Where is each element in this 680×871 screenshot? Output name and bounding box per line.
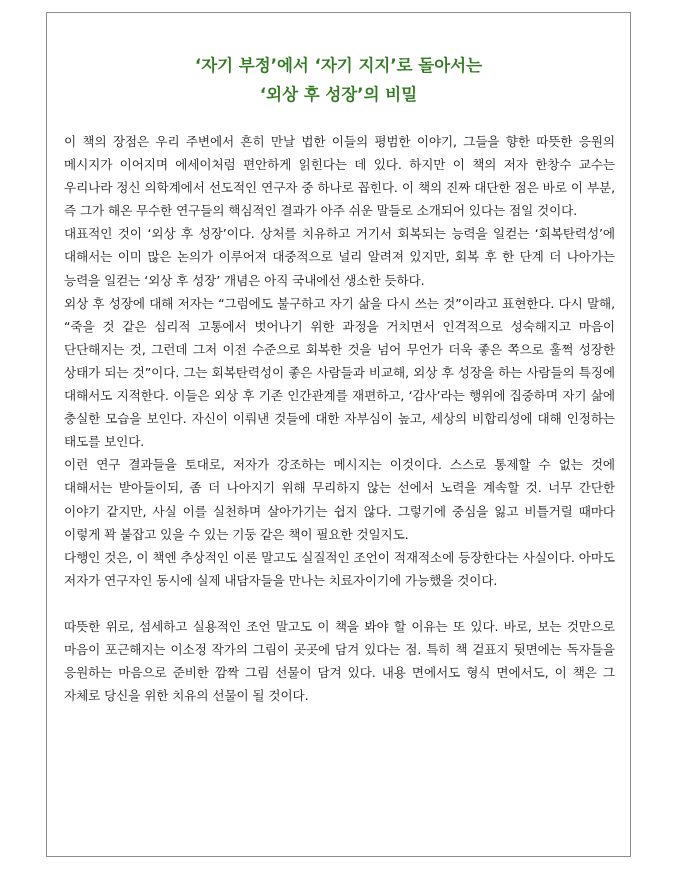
- paragraph-4: 이런 연구 결과들을 토대로, 저자가 강조하는 메시지는 이것이다. 스스로 통제할 수 없는 것에 대해서는 받아들이되, 좀 더 나아지기 위해 무리하지 않는 선에서 노력을 계속할 것. 너무 간단한 이야기 같지만, 사실 이를 실천하며 살아가기는 쉽지 않다. 그렇기에 중심을 잃고 비틀거릴 때마다 이렇게 꽉 붙잡고 있을 수 있는 기둥 같은 책이 필요한 것일지도.: [64, 457, 615, 542]
- page-frame: [46, 12, 631, 857]
- paragraph-6: 따뜻한 위로, 섬세하고 실용적인 조언 말고도 이 책을 봐야 할 이유는 또 있다. 바로, 보는 것만으로 마음이 포근해지는 이소정 작가의 그림이 곳곳에 담겨 있다는 점. 특히 책 겉표지 뒷면에는 독자들을 응원하는 마음으로 준비한 깜짝 그림 선물이 담겨 있다. 내용 면에서도 형식 면에서도, 이 책은 그 자체로 당신을 위한 치유의 선물이 될 것이다.: [64, 618, 615, 704]
- paragraph-3: 외상 후 성장에 대해 저자는 “그럼에도 불구하고 자기 삶을 다시 쓰는 것”이라고 표현한다. 다시 말해, “죽을 것 같은 심리적 고통에서 벗어나기 위한 과정을 거치면서 인격적으로 성숙해지고 마음이 단단해지는 것, 그런데 그저 이전 수준으로 회복한 것을 넘어 무언가 더욱 좋은 쪽으로 훌쩍 성장한 상태가 되는 것”이다. 그는 회복탄력성이 좋은 사람들과 비교해, 외상 후 성장을 하는 사람들의 특징에 대해서도 지적한다. 이들은 외상 후 기존 인간관계를 재편하고, ‘감사’라는 행위에 집중하며 자기 삶에 충실한 모습을 보인다. 자신이 이뤄낸 것들에 대한 자부심이 높고, 세상의 비합리성에 대해 인정하는 태도를 보인다.: [64, 295, 615, 450]
- paragraph-5: 다행인 것은, 이 책엔 추상적인 이론 말고도 실질적인 조언이 적재적소에 등장한다는 사실이다. 아마도 저자가 연구자인 동시에 실제 내담자들을 만나는 치료자이기에 가능했을 것이다.: [64, 549, 615, 588]
- document-title: [47, 51, 630, 109]
- paragraph-2: 대표적인 것이 ‘외상 후 성장’이다. 상처를 치유하고 거기서 회복되는 능력을 일컫는 ‘회복탄력성’에 대해서는 이미 많은 논의가 이루어져 대중적으로 널리 알려져 있지만, 회복 후 한 단계 더 나아가는 능력을 일컫는 ‘외상 후 성장’ 개념은 아직 국내에선 생소한 듯하다.: [64, 226, 615, 288]
- article-body: [64, 130, 615, 707]
- paragraph-1: 이 책의 장점은 우리 주변에서 흔히 만날 법한 이들의 평범한 이야기, 그들을 향한 따뜻한 응원의 메시지가 이어지며 에세이처럼 편안하게 읽힌다는 데 있다. 하지만 이 책의 저자 한창수 교수는 우리나라 정신 의학계에서 선도적인 연구자 중 하나로 꼽힌다. 이 책의 진짜 대단한 점은 바로 이 부분, 즉 그가 해온 무수한 연구들의 핵심적인 결과가 아주 쉬운 말들로 소개되어 있다는 점일 것이다.: [64, 134, 615, 219]
- title-line-2: ‘외상 후 성장’의 비밀: [259, 85, 418, 104]
- title-line-1: ‘자기 부정’에서 ‘자기 지지’로 돌아서는: [194, 56, 483, 75]
